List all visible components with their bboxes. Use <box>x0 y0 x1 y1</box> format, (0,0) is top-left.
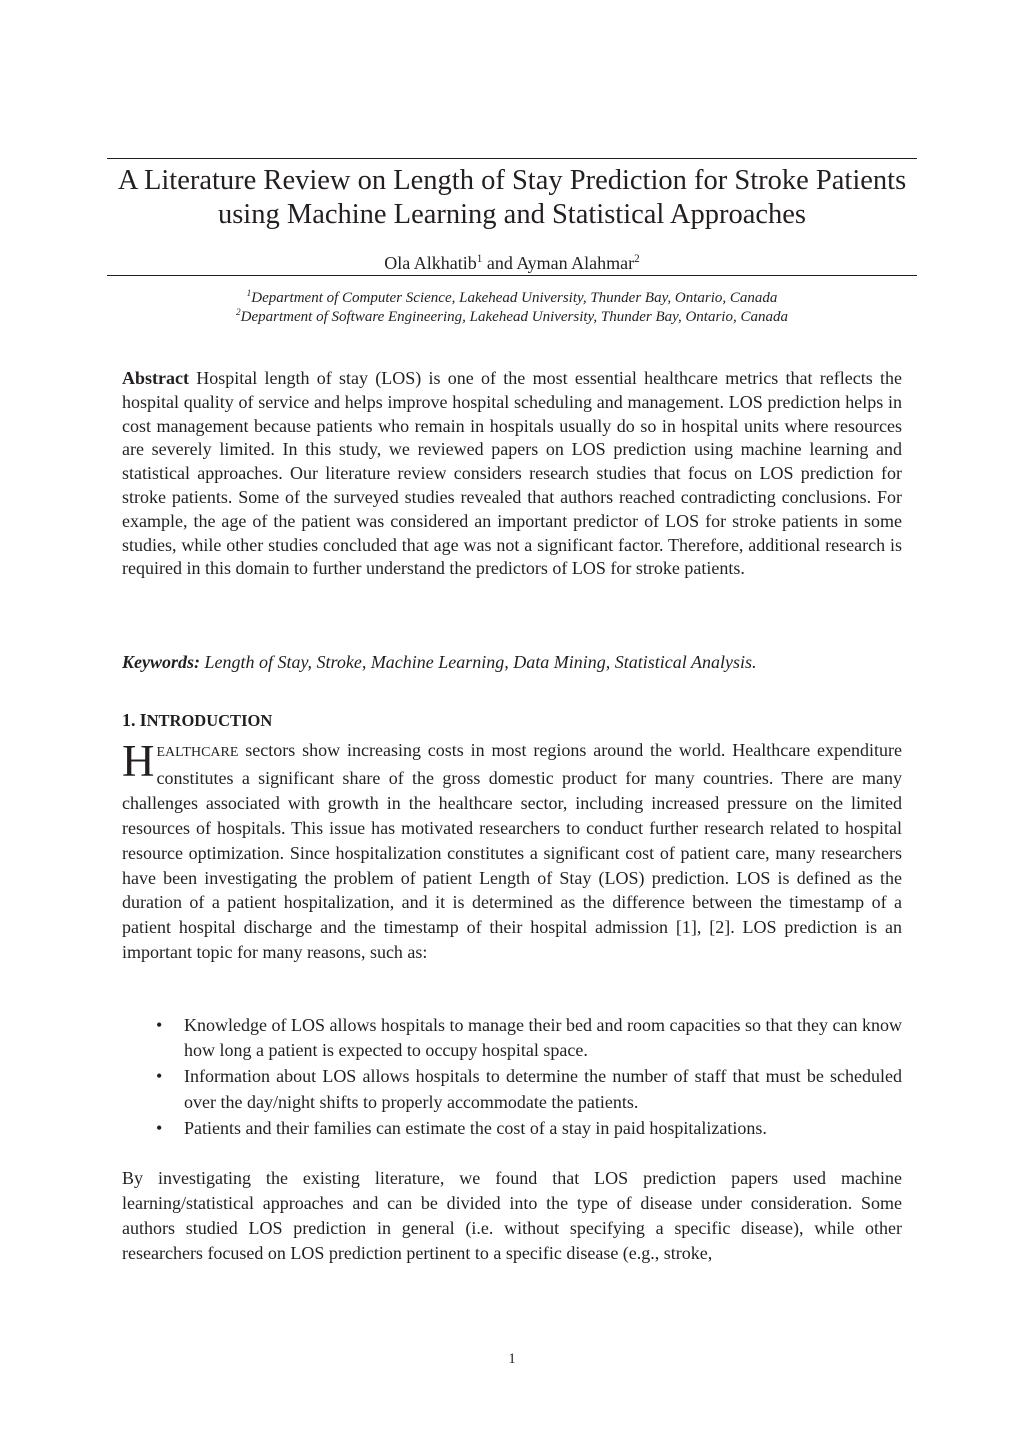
keywords-text: Length of Stay, Stroke, Machine Learning, Data Mining, Statistical Analysis. <box>204 652 757 672</box>
affiliation-2-sup: 2 <box>236 308 241 318</box>
intro-text: sectors show increasing costs in most regions around the world. Healthcare expenditure constitutes a significant share of the gross domestic product for many countries. There are many challenges associated with growth in the healthcare sector, including increased pressure on the limited resources of hospitals. This issue has motivated researchers to conduct further research related to hospital resource optimization. Since hospitalization constitutes a significant cost of patient care, many researchers have been investigating the problem of patient Length of Stay (LOS) prediction. LOS is defined as the duration of a patient hospitalization, and it is determined as the difference between the timestamp of a patient hospital discharge and the timestamp of their hospital admission [1], [2]. LOS prediction is an important topic for many reasons, such as: <box>122 740 902 963</box>
paper-title: A Literature Review on Length of Stay Prediction for Stroke Patients using Machine Learning and Statistical Approaches <box>117 165 907 230</box>
author-2-sup: 2 <box>634 253 640 265</box>
author-rule <box>107 275 917 276</box>
literature-paragraph: By investigating the existing literature, we found that LOS prediction papers used machine learning/statistical approaches and can be divided into the type of disease under consideration. Some authors studied LOS prediction in general (i.e. without specifying a specific disease), while other researchers focused on LOS prediction pertinent to a specific disease (e.g., stroke, <box>122 1168 902 1263</box>
bullet-icon: • <box>156 1066 163 1087</box>
abstract <box>122 367 902 581</box>
top-rule <box>107 158 917 159</box>
affiliation-1-sup: 1 <box>246 289 252 299</box>
section-number: 1. <box>122 710 136 730</box>
abstract-label: Abstract <box>122 368 189 388</box>
list-item-text: Knowledge of LOS allows hospitals to manage their bed and room capacities so that they can know how long a patient is expected to occupy hospital space. <box>184 1015 902 1061</box>
affiliation-2 <box>107 308 917 327</box>
author-1-sup: 1 <box>476 253 483 265</box>
section-title-initial: I <box>139 710 147 730</box>
author-2-name: Ayman Alahmar <box>516 253 635 273</box>
list-item <box>122 1013 902 1063</box>
small-caps-word: EALTHCARE <box>156 745 239 760</box>
author-1-name: Ola Alkhatib <box>384 253 477 273</box>
reasons-list <box>122 1013 902 1142</box>
keywords-label: Keywords: <box>122 652 200 672</box>
abstract-text: Hospital length of stay (LOS) is one of the most essential healthcare metrics that reflects the hospital quality of service and helps improve hospital scheduling and management. LOS prediction helps in cost management because patients who remain in hospitals usually do so in hospital units where resources are severely limited. In this study, we reviewed papers on LOS prediction using machine learning and statistical approaches. Our literature review considers research studies that focus on LOS prediction for stroke patients. Some of the surveyed studies revealed that authors reached contradicting conclusions. For example, the age of the patient was considered an important predictor of LOS for stroke patients in some studies, while other studies concluded that age was not a significant factor. Therefore, additional research is required in this domain to further understand the predictors of LOS for stroke patients. <box>122 368 902 579</box>
page-number: 1 <box>508 1351 516 1367</box>
list-item <box>122 1064 902 1114</box>
author-connector: and <box>482 253 517 273</box>
section-title-rest: NTRODUCTION <box>146 711 273 730</box>
list-item <box>122 1116 902 1141</box>
affiliation-1 <box>107 289 917 308</box>
list-item-text: Information about LOS allows hospitals to determine the number of staff that must be scheduled over the day/night shifts to properly accommodate the patients. <box>184 1066 902 1112</box>
affiliations <box>107 289 917 327</box>
author-line <box>107 252 917 274</box>
bullet-icon: • <box>156 1015 163 1035</box>
affiliation-1-text: Department of Computer Science, Lakehead University, Thunder Bay, Ontario, Canada <box>251 290 778 306</box>
drop-cap: H <box>122 736 155 786</box>
list-item-text: Patients and their families can estimate the cost of a stay in paid hospitalizations. <box>184 1117 767 1138</box>
bullet-icon: • <box>156 1117 163 1138</box>
affiliation-2-text: Department of Software Engineering, Lakehead University, Thunder Bay, Ontario, Canada <box>240 309 788 325</box>
section-heading-introduction <box>122 710 902 731</box>
keywords <box>122 650 902 674</box>
intro-paragraph <box>122 738 902 965</box>
